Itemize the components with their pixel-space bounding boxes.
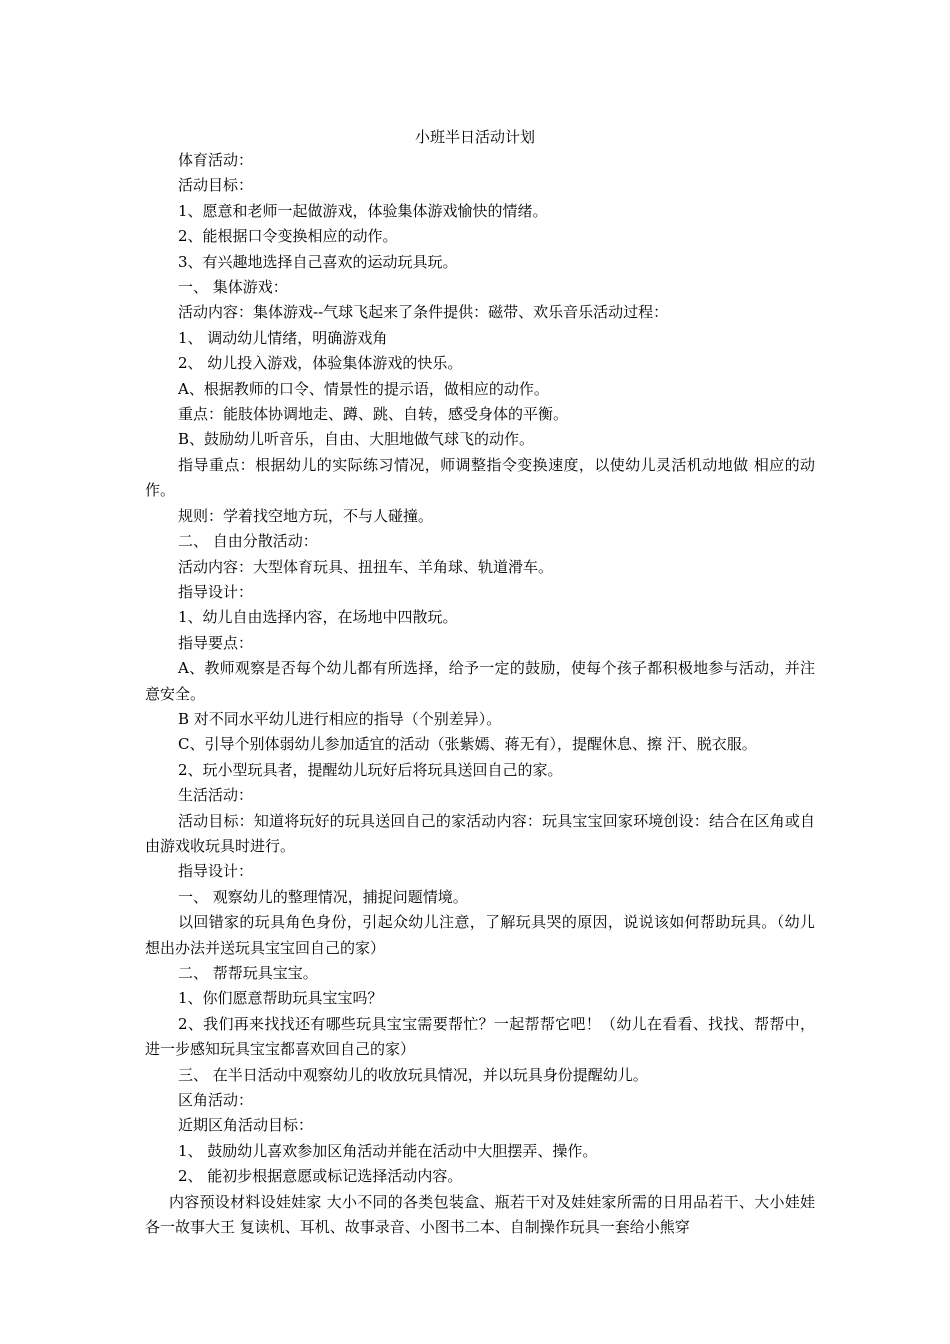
paragraph: 二、 帮帮玩具宝宝。 — [178, 964, 318, 982]
paragraph: B 对不同水平幼儿进行相应的指导（个别差异）。 — [178, 709, 502, 728]
paragraph: 规则：学着找空地方玩，不与人碰撞。 — [178, 506, 434, 525]
paragraph: 内容预设材料设娃娃家 大小不同的各类包装盒、瓶若干对及娃娃家所需的日用品若干、大小娃娃各一故事大王 复读机、耳机、故事录音、小图书二本、自制操作玩具一套给小熊穿 — [145, 1192, 815, 1237]
paragraph: 2、 幼儿投入游戏，体验集体游戏的快乐。 — [178, 354, 463, 373]
paragraph: 区角活动： — [178, 1091, 254, 1110]
paragraph: 指导要点： — [178, 633, 254, 652]
paragraph: 2、能根据口令变换相应的动作。 — [178, 227, 398, 246]
paragraph: 1、愿意和老师一起做游戏，体验集体游戏愉快的情绪。 — [178, 201, 548, 220]
paragraph: 1、幼儿自由选择内容，在场地中四散玩。 — [178, 608, 458, 627]
paragraph: 重点：能肢体协调地走、蹲、跳、自转，感受身体的平衡。 — [178, 405, 569, 424]
paragraph: 指导重点：根据幼儿的实际练习情况，师调整指令变换速度，以使幼儿灵活机动地做 相应的动作。 — [145, 455, 815, 500]
paragraph: 1、 调动幼儿情绪，明确游戏角 — [178, 328, 388, 347]
paragraph: 2、 能初步根据意愿或标记选择活动内容。 — [178, 1167, 463, 1186]
paragraph: 1、 鼓励幼儿喜欢参加区角活动并能在活动中大胆摆弄、操作。 — [178, 1141, 598, 1160]
paragraph: A、教师观察是否每个幼儿都有所选择，给予一定的鼓励，使每个孩子都积极地参与活动，并注意安全。 — [145, 659, 815, 703]
paragraph: 以回错家的玩具角色身份，引起众幼儿注意，了解玩具哭的原因，说说该如何帮助玩具。（幼儿想出办法并送玩具宝宝回自己的家） — [145, 913, 815, 957]
paragraph: 体育活动： — [178, 151, 254, 169]
paragraph: 2、我们再来找找还有哪些玩具宝宝需要帮忙？一起帮帮它吧！（幼儿在看看、找找、帮帮中，进一步感知玩具宝宝都喜欢回自己的家） — [145, 1014, 815, 1059]
document-body — [145, 148, 815, 1240]
paragraph: 指导设计： — [178, 862, 254, 881]
paragraph: 二、 自由分散活动： — [178, 532, 318, 551]
paragraph: 活动目标： — [178, 176, 254, 195]
paragraph: 近期区角活动目标： — [178, 1116, 314, 1135]
paragraph: B、鼓励幼儿听音乐，自由、大胆地做气球飞的动作。 — [178, 430, 535, 449]
paragraph: 一、 集体游戏： — [178, 278, 288, 297]
paragraph: 活动目标：知道将玩好的玩具送回自己的家活动内容：玩具宝宝回家环境创设：结合在区角或自由游戏收玩具时进行。 — [145, 811, 815, 855]
document-title: 小班半日活动计划 — [414, 128, 535, 146]
paragraph: 活动内容：集体游戏--气球飞起来了条件提供：磁带、欢乐音乐活动过程： — [178, 303, 669, 322]
paragraph: C、引导个别体弱幼儿参加适宜的活动（张紫嫣、蒋无有），提醒休息、擦 汗、脱衣服。 — [178, 735, 757, 754]
paragraph: 3、有兴趣地选择自己喜欢的运动玩具玩。 — [178, 252, 458, 271]
paragraph: 一、 观察幼儿的整理情况，捕捉问题情境。 — [178, 887, 468, 906]
paragraph: 三、 在半日活动中观察幼儿的收放玩具情况，并以玩具身份提醒幼儿。 — [178, 1065, 648, 1084]
paragraph: 1、你们愿意帮助玩具宝宝吗？ — [178, 989, 383, 1008]
paragraph: 生活活动： — [178, 786, 254, 805]
paragraph: 2、玩小型玩具者，提醒幼儿玩好后将玩具送回自己的家。 — [178, 760, 563, 779]
paragraph: 活动内容：大型体育玩具、扭扭车、羊角球、轨道滑车。 — [178, 557, 554, 576]
paragraph: 指导设计： — [178, 582, 254, 601]
paragraph: A、根据教师的口令、情景性的提示语，做相应的动作。 — [178, 379, 549, 398]
